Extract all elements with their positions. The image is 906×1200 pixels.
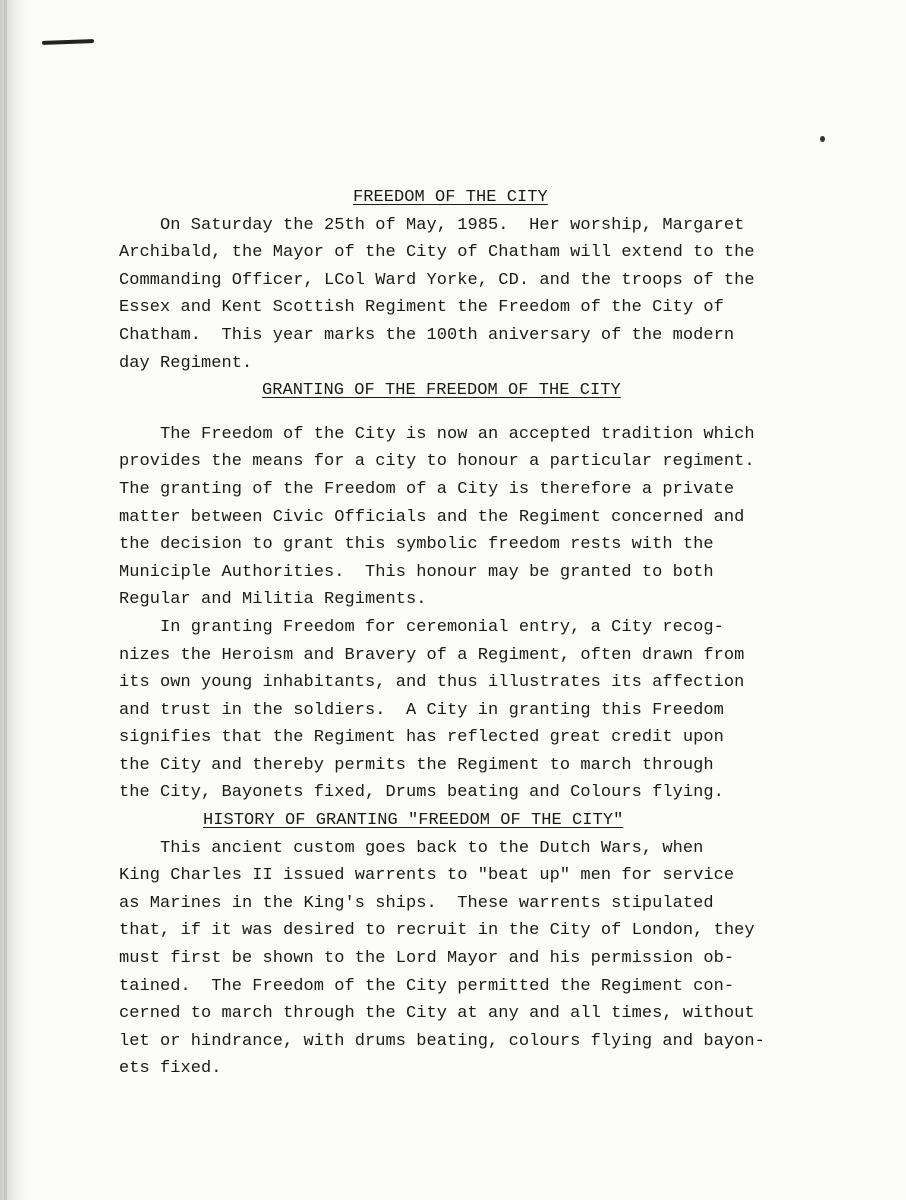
- paragraph-accepted-tradition: [119, 421, 819, 614]
- text-line: nizes the Heroism and Bravery of a Regiment, often drawn from: [119, 645, 745, 665]
- document-body: [119, 184, 819, 1083]
- text-line: the City, Bayonets fixed, Drums beating and Colours flying.: [119, 783, 724, 803]
- text-line: Chatham. This year marks the 100th aniversary of the modern: [119, 325, 735, 345]
- text-line: The granting of the Freedom of a City is therefore a private: [119, 479, 735, 499]
- text-line: day Regiment.: [119, 353, 253, 373]
- text-line: Essex and Kent Scottish Regiment the Freedom of the City of: [119, 298, 724, 318]
- text-line: On Saturday the 25th of May, 1985. Her worship, Margaret: [119, 215, 745, 235]
- text-line: In granting Freedom for ceremonial entry, a City recog-: [119, 617, 724, 637]
- text-line: tained. The Freedom of the City permitted the Regiment con-: [119, 976, 735, 996]
- paragraph-ceremonial-entry: [119, 614, 819, 807]
- paragraph-dutch-wars-history: [119, 835, 819, 1083]
- text-line: signifies that the Regiment has reflected great credit upon: [119, 728, 724, 748]
- text-line: cerned to march through the City at any and all times, without: [119, 1004, 755, 1024]
- text-line: Commanding Officer, LCol Ward Yorke, CD. and the troops of the: [119, 270, 755, 290]
- text-line: and trust in the soldiers. A City in granting this Freedom: [119, 700, 724, 720]
- text-line: The Freedom of the City is now an accepted tradition which: [119, 424, 755, 444]
- text-line: the decision to grant this symbolic freedom rests with the: [119, 535, 714, 555]
- text-line: This ancient custom goes back to the Dutch Wars, when: [119, 838, 704, 858]
- paragraph-ceremony-announcement: [119, 212, 819, 378]
- text-line: let or hindrance, with drums beating, colours flying and bayon-: [119, 1031, 765, 1051]
- text-line: Archibald, the Mayor of the City of Chatham will extend to the: [119, 243, 755, 263]
- text-line: Municiple Authorities. This honour may be granted to both: [119, 562, 714, 582]
- text-line: King Charles II issued warrents to "beat up" men for service: [119, 866, 735, 886]
- text-line: must first be shown to the Lord Mayor and his permission ob-: [119, 949, 735, 969]
- heading-freedom-of-the-city: FREEDOM OF THE CITY: [353, 188, 548, 207]
- text-line: its own young inhabitants, and thus illustrates its affection: [119, 673, 745, 693]
- text-line: provides the means for a city to honour a particular regiment.: [119, 452, 755, 472]
- ink-speck: [820, 136, 825, 142]
- heading-granting-of-freedom: GRANTING OF THE FREEDOM OF THE CITY: [262, 381, 621, 401]
- text-line: matter between Civic Officials and the Regiment concerned and: [119, 507, 745, 527]
- scan-edge-streak: [4, 0, 7, 1200]
- text-line: the City and thereby permits the Regiment to march through: [119, 755, 714, 775]
- text-line: that, if it was desired to recruit in the City of London, they: [119, 921, 755, 941]
- heading-history-of-granting: HISTORY OF GRANTING "FREEDOM OF THE CITY": [203, 811, 624, 831]
- text-line: Regular and Militia Regiments.: [119, 590, 427, 610]
- pen-mark: [42, 39, 94, 45]
- text-line: as Marines in the King's ships. These warrents stipulated: [119, 893, 714, 913]
- spacer: [119, 405, 819, 421]
- text-line: ets fixed.: [119, 1059, 222, 1079]
